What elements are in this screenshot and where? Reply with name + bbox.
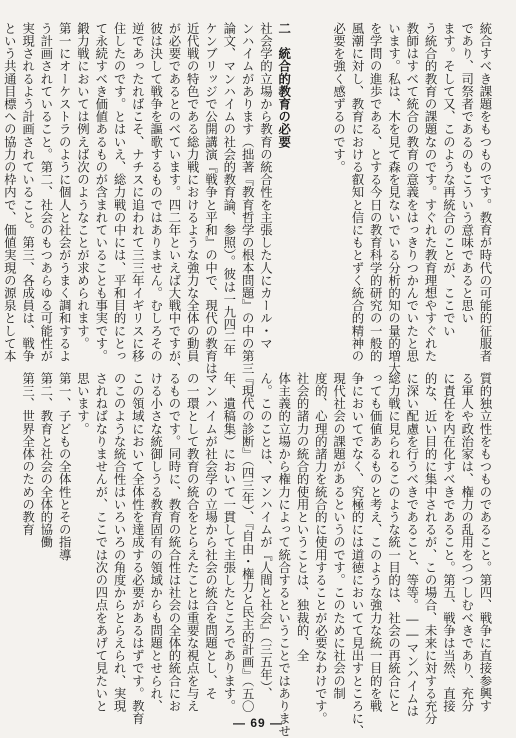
text-line: う統合的教育の課題なのです。すぐれた教育理想やすぐれた: [423, 22, 439, 363]
text-line: て永続すべき価値あるものが含まれていることも事実です。: [93, 22, 109, 363]
text-line: 度的、心理的諸力を統合的に使用することが必要なわけです。: [313, 372, 329, 725]
text-line: 第一にオーケストラのように個人と社会がうまく調和するよ: [57, 22, 73, 363]
page-number: — 69 —: [232, 716, 283, 730]
text-line: ける小さな統御しうる教育固有の領域からも問題とせられ、: [148, 372, 164, 713]
text-line: 必要を強く感ずるのです。: [331, 22, 347, 174]
text-line: 第一、子どもの全体性とその指導: [57, 372, 73, 561]
text-line: この領域において全体性を達成する必要があるはずです。教育: [130, 372, 146, 725]
text-line: マンハイムが社会学の立場から社会の統合を問題とし、そ: [203, 372, 219, 700]
text-line: 『現代の診断』（四三年）、『自由・権力と民主的計画』（五〇: [240, 372, 256, 713]
text-line: の一環として教育の統合をとらえたことは重要な視点を与え: [185, 372, 201, 713]
text-line: 風潮に対し、教育における叡知と信にもとずく統合的精神の: [349, 22, 365, 363]
text-line: う計画されていること。第二、社会のもつあらゆる可能性が: [38, 22, 54, 363]
text-line: 総力戦に見られるこのような統一目的は、社会の再統合にと: [386, 372, 402, 713]
text-line: [293, 22, 311, 338]
text-line: 論文、マンハイムの社会的教育論、参照）。彼は一九四二年: [221, 22, 237, 356]
upper-text-block: [0, 22, 494, 375]
text-line: 現代社会の課題があるというのです。このために社会の制: [331, 372, 347, 700]
text-line: ンハイムがあります（拙著『教育哲学の根本問題』の中の第三: [240, 22, 256, 375]
text-line: が必要であるとのべています。四二年といえば大戦中ですが、: [166, 22, 182, 375]
text-line: という共通目標への協力の枠内で、価値実現の源泉として本: [2, 22, 18, 363]
text-line: されねばなりませんが、ここでは次の四点をあげて見たいと: [93, 372, 109, 713]
text-line: 的な、近い目的に集中されるが、この場合、未来に対する充分: [423, 372, 439, 725]
text-line: る軍人や政治家は、権力の乱用をつつしむべきであり、充分: [459, 372, 475, 713]
text-line: 第二、教育と社会の全体的協働: [38, 372, 54, 549]
section-divider: [18, 352, 498, 353]
text-line: 社会学的立場から教育の統合性を主張した人にカール・マ: [258, 22, 274, 350]
text-line: るものです。同時に、教育の統合性は社会の全体的統合にお: [166, 372, 182, 713]
text-line: ます。そして又、このような再統合のことが、ここでい: [441, 22, 457, 337]
text-line: に責任を内在化すべきであること。第五、戦争は当然、直接: [441, 372, 457, 713]
text-line: 体主義的立場から権力によって統合するということではありませ: [276, 372, 292, 738]
section-heading: 二 統合的教育の必要: [276, 22, 292, 148]
text-line: であり、司祭者であるのもこういう意味であると思い: [459, 22, 475, 325]
text-line: ん。このことは、マンハイムが『人間と社会』（三五年）、: [258, 372, 274, 700]
text-line: っても価値あるものと考え、このような強力な統一目的を戦: [368, 372, 384, 713]
text-line: います。私は、木を見て森を見ないでいる分析的知の量的増大: [386, 22, 402, 375]
text-line: 鍛力戦においては例えば次のようなことが求められます。: [75, 22, 91, 350]
text-line: 彼は決して戦争を謳歌するものではありません。むしろその: [148, 22, 164, 363]
text-line: 争においてでなく、究極的には道徳においてて見出すところに、: [349, 372, 365, 738]
text-line: を学問の進歩である、とする今日の教育科学的研究の一般的: [368, 22, 384, 363]
text-line: 逆であったればこそ、ナチスに追われて三三年イギリスに移: [130, 22, 146, 363]
text-line: 社会的諸力の統合的使用ということは、独裁的、全: [295, 372, 311, 662]
text-line: 教師はすべて統合の教育の意義をはっきりつかんでいたと思: [404, 22, 420, 363]
text-line: のこのような統合性はいろいろの角度からとらえられ、実現: [112, 372, 128, 713]
text-line: 質的独立性をもつものであること。第四、戦争に直接参興す: [478, 372, 493, 713]
text-line: [311, 22, 329, 338]
text-line: 統合すべき課題をもつものです。教育が時代の可能的征服者: [478, 22, 493, 363]
text-line: に深い配慮を行うべきであること、等等。――マンハイムは: [404, 372, 420, 718]
text-line: 思います。: [75, 372, 91, 435]
text-line: ケンブリッジで公開講演『戦争と平和』の中で、現代の教育は: [203, 22, 219, 375]
text-line: 近代戦の特色である総力戦におけるような強力な全体の動員: [185, 22, 201, 363]
text-line: 住したのです。とはいえ、総力戦の中には、平和目的にとっ: [112, 22, 128, 363]
text-line: 年、遺稿集）において一貫して主張したところであります。: [221, 372, 237, 713]
text-line: 実現されるよう計画されていること。第三、各成員は、戦争: [20, 22, 36, 363]
text-line: 第三、世界全体のための教育: [20, 372, 36, 536]
